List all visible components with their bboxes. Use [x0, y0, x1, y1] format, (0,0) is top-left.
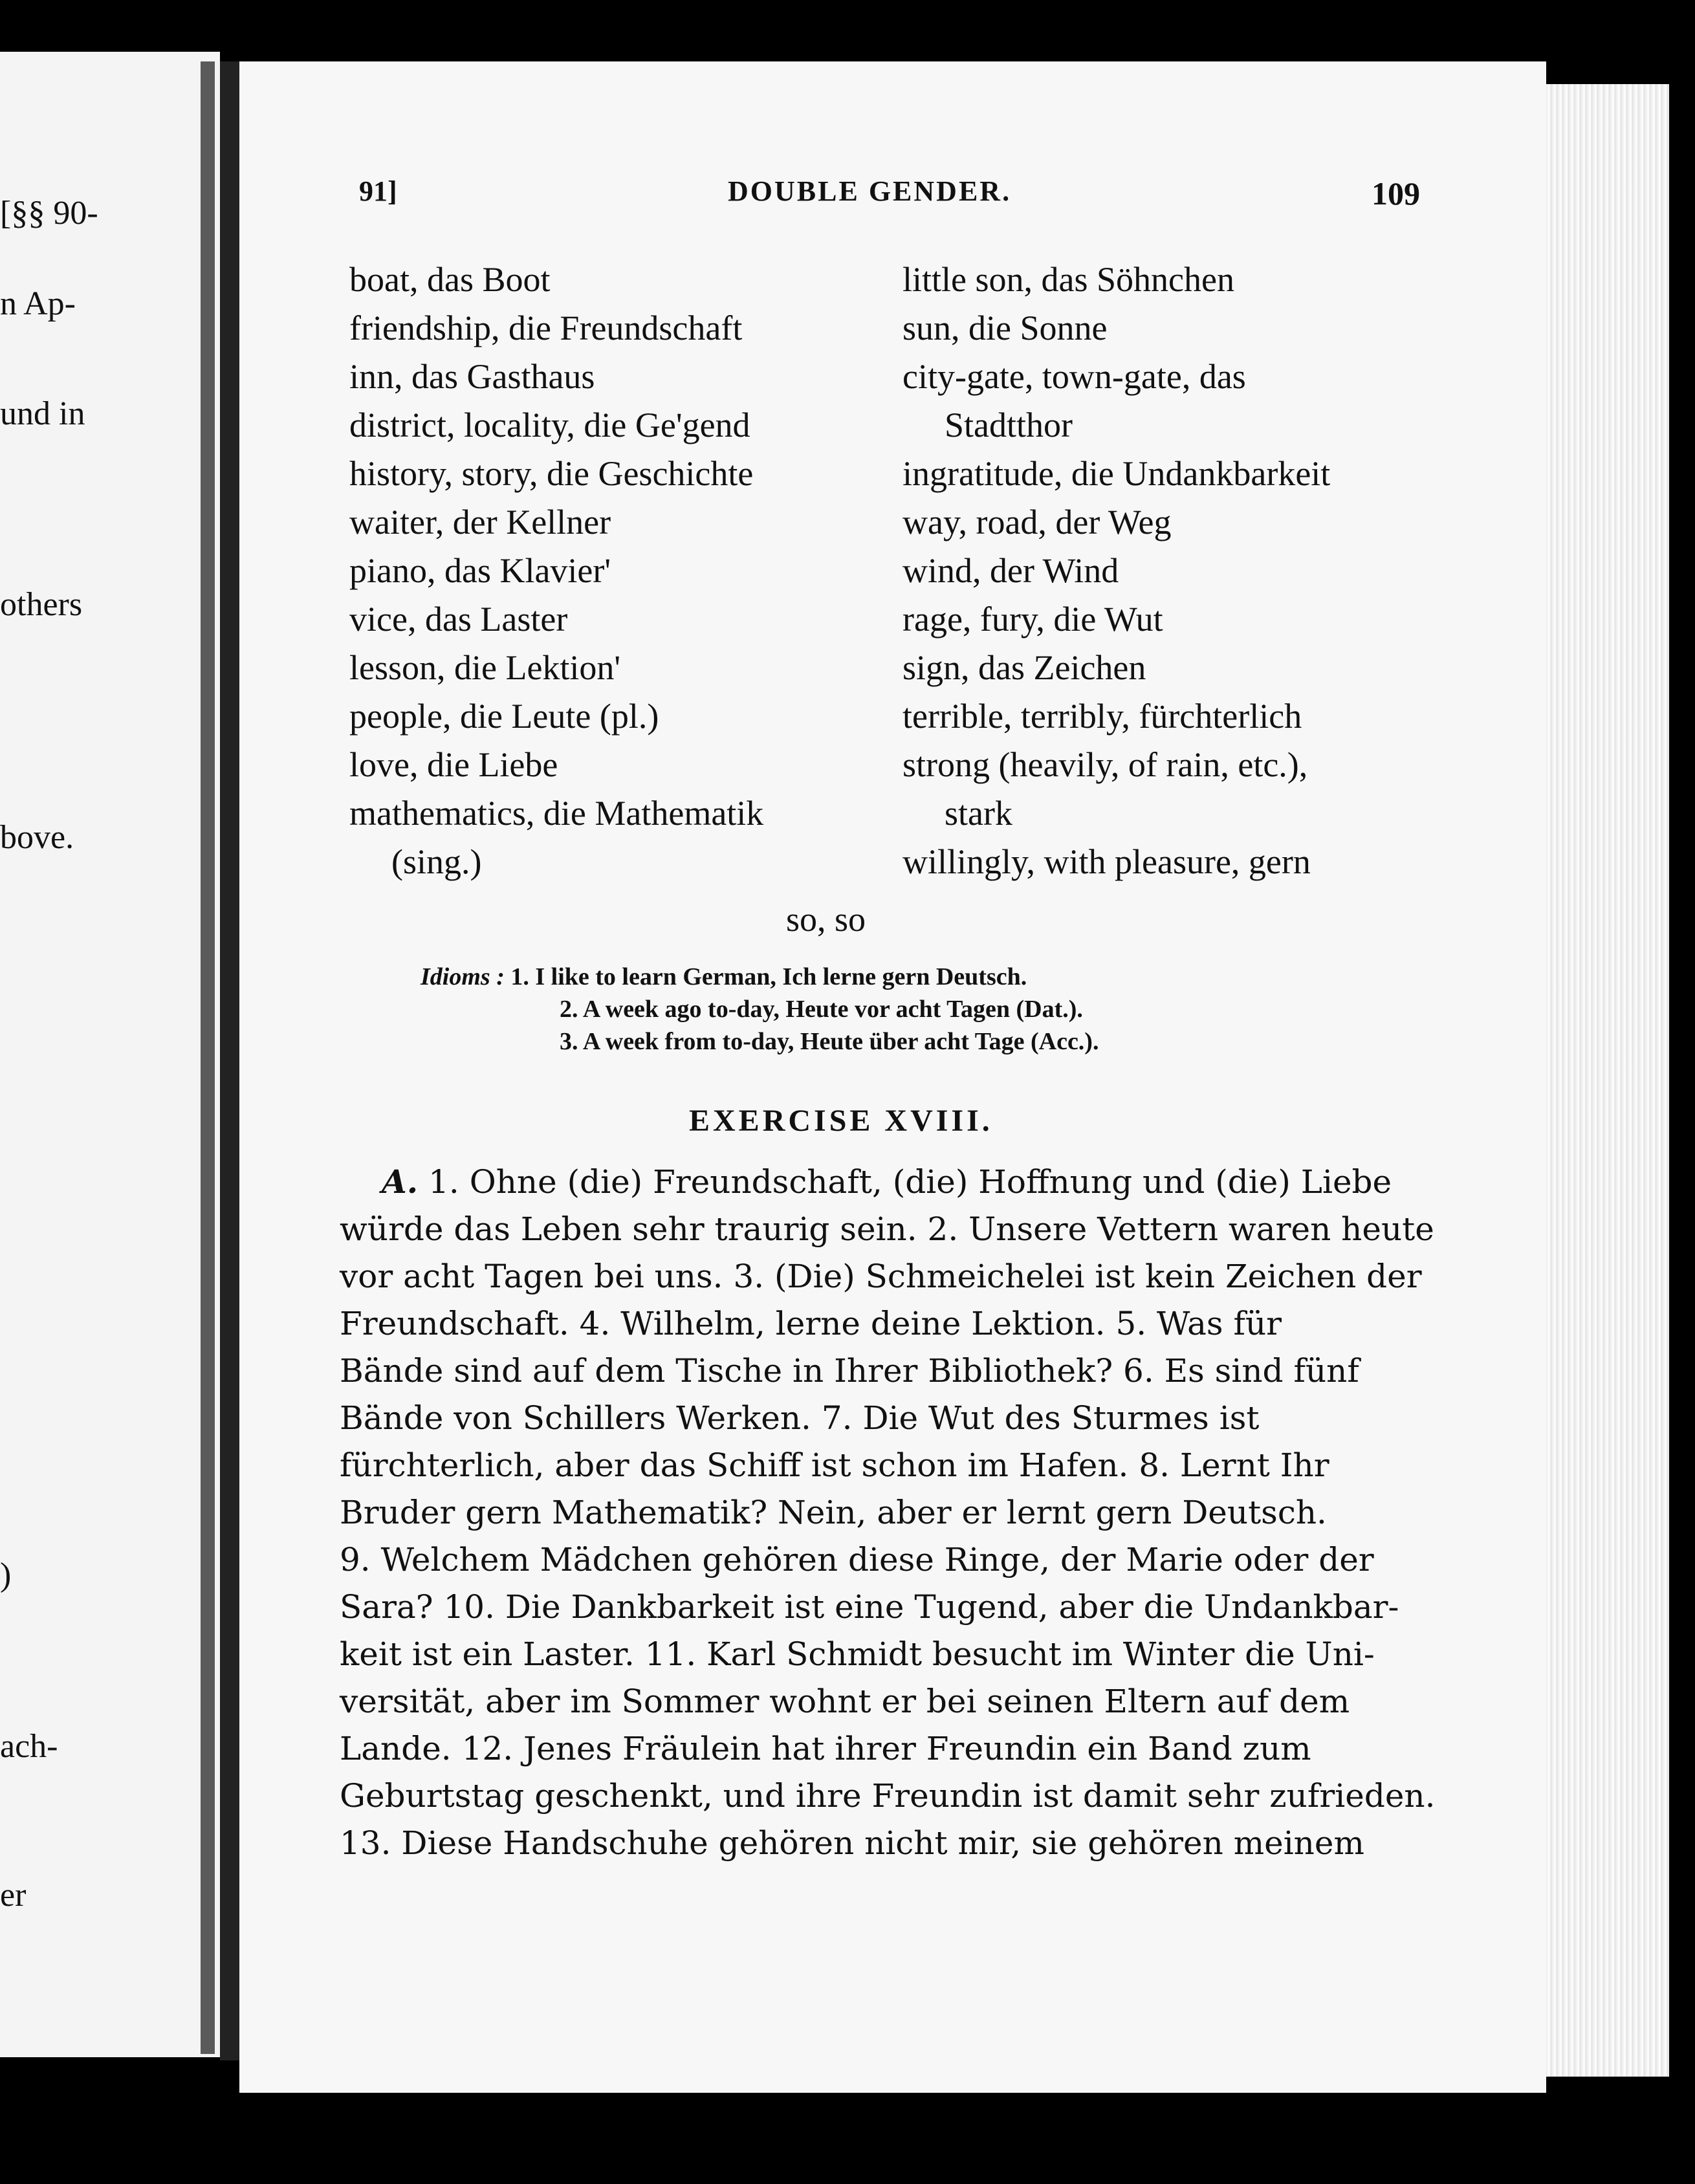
- vocab-right-column: [902, 256, 1330, 886]
- left-page-fragment: n Ap-: [0, 285, 76, 322]
- vocab-item: terrible, terribly, fürchterlich: [902, 697, 1302, 736]
- section-ref: 91]: [359, 175, 397, 207]
- vocab-item: boat, das Boot: [349, 260, 551, 299]
- gutter-line: [201, 61, 215, 2054]
- vocab-item: little son, das Söhnchen: [902, 260, 1234, 299]
- vocab-item: friendship, die Freundschaft: [349, 309, 743, 347]
- vocab-item-continuation: Stadtthor: [945, 406, 1073, 444]
- exercise-line: 13. Diese Handschuhe gehören nicht mir, sie gehören meinem: [340, 1824, 1364, 1862]
- idioms-label: Idioms :: [421, 963, 505, 990]
- idiom-item: 1. I like to learn German, Ich lerne gern Deutsch.: [510, 963, 1027, 990]
- exercise-line: Lande. 12. Jenes Fräulein hat ihrer Freundin ein Band zum: [340, 1730, 1311, 1767]
- vocab-item: mathematics, die Mathematik: [349, 794, 764, 833]
- vocab-item: love, die Liebe: [349, 745, 558, 784]
- vocab-item-continuation: stark: [945, 794, 1012, 833]
- exercise-line: vor acht Tagen bei uns. 3. (Die) Schmeichelei ist kein Zeichen der: [340, 1258, 1422, 1295]
- idiom-item: 2. A week ago to-day, Heute vor acht Tagen (Dat.).: [560, 996, 1083, 1023]
- vocab-item-continuation: (sing.): [391, 842, 482, 881]
- running-header: [359, 175, 1420, 220]
- left-page: [0, 52, 220, 2057]
- page-number: 109: [1372, 175, 1420, 212]
- exercise-line: Bände von Schillers Werken. 7. Die Wut des Sturmes ist: [340, 1399, 1260, 1437]
- exercise-line: versität, aber im Sommer wohnt er bei seinen Eltern auf dem: [340, 1683, 1350, 1720]
- vocab-left-column: [349, 256, 763, 886]
- vocab-item: vice, das Laster: [349, 600, 568, 639]
- page-title: DOUBLE GENDER.: [728, 175, 1012, 207]
- vocab-item: rage, fury, die Wut: [902, 600, 1163, 639]
- left-page-fragment: ): [0, 1556, 12, 1593]
- exercise-body: [340, 1158, 1436, 1867]
- exercise-line: Bände sind auf dem Tische in Ihrer Bibliothek? 6. Es sind fünf: [340, 1352, 1359, 1390]
- vocab-item: people, die Leute (pl.): [349, 697, 659, 736]
- left-page-fragment: und in: [0, 395, 85, 432]
- vocab-item: waiter, der Kellner: [349, 503, 611, 541]
- vocab-item: district, locality, die Ge'gend: [349, 406, 750, 444]
- exercise-line: Sara? 10. Die Dankbarkeit ist eine Tugend, aber die Undankbar-: [340, 1588, 1399, 1626]
- exercise-line-text: 1. Ohne (die) Freundschaft, (die) Hoffnung und (die) Liebe: [428, 1163, 1392, 1201]
- exercise-line: [340, 1158, 1401, 1206]
- vocab-item: wind, der Wind: [902, 551, 1119, 590]
- vocab-item: sign, das Zeichen: [902, 648, 1146, 687]
- vocab-item: history, story, die Geschichte: [349, 454, 754, 493]
- vocab-item: strong (heavily, of rain, etc.),: [902, 745, 1308, 784]
- vocab-item: sun, die Sonne: [902, 309, 1108, 347]
- left-page-fragment: ach-: [0, 1728, 58, 1765]
- left-page-fragment: er: [0, 1877, 27, 1914]
- vocab-so-entry: so, so: [786, 900, 866, 939]
- vocab-item: city-gate, town-gate, das: [902, 357, 1246, 396]
- scan-border: [0, 2093, 1695, 2184]
- left-page-fragment: [§§ 90-: [0, 195, 98, 232]
- vocab-item: lesson, die Lektion': [349, 648, 621, 687]
- page-edges: [1540, 84, 1669, 2077]
- vocab-item: willingly, with pleasure, gern: [902, 842, 1311, 881]
- idioms-block: [421, 961, 1099, 1058]
- left-page-fragment: others: [0, 586, 83, 623]
- exercise-line: Freundschaft. 4. Wilhelm, lerne deine Lektion. 5. Was für: [340, 1305, 1282, 1342]
- vocab-item: piano, das Klavier': [349, 551, 611, 590]
- vocab-item: ingratitude, die Undankbarkeit: [902, 454, 1331, 493]
- idiom-item: 3. A week from to-day, Heute über acht Tage (Acc.).: [560, 1028, 1099, 1055]
- exercise-line: Geburtstag geschenkt, und ihre Freundin ist damit sehr zufrieden.: [340, 1777, 1436, 1815]
- left-page-fragment: bove.: [0, 819, 74, 856]
- exercise-line: keit ist ein Laster. 11. Karl Schmidt besucht im Winter die Uni-: [340, 1635, 1375, 1673]
- exercise-line: 9. Welchem Mädchen gehören diese Ringe, der Marie oder der: [340, 1541, 1374, 1578]
- exercise-line: würde das Leben sehr traurig sein. 2. Unsere Vettern waren heute: [340, 1210, 1434, 1248]
- vocab-item: inn, das Gasthaus: [349, 357, 595, 396]
- vocab-item: way, road, der Weg: [902, 503, 1172, 541]
- exercise-title: EXERCISE XVIII.: [689, 1104, 993, 1138]
- exercise-part-label: A.: [382, 1163, 419, 1201]
- exercise-line: fürchterlich, aber das Schiff ist schon im Hafen. 8. Lernt Ihr: [340, 1447, 1329, 1484]
- gutter: [220, 61, 239, 2060]
- exercise-line: Bruder gern Mathematik? Nein, aber er lernt gern Deutsch.: [340, 1494, 1327, 1531]
